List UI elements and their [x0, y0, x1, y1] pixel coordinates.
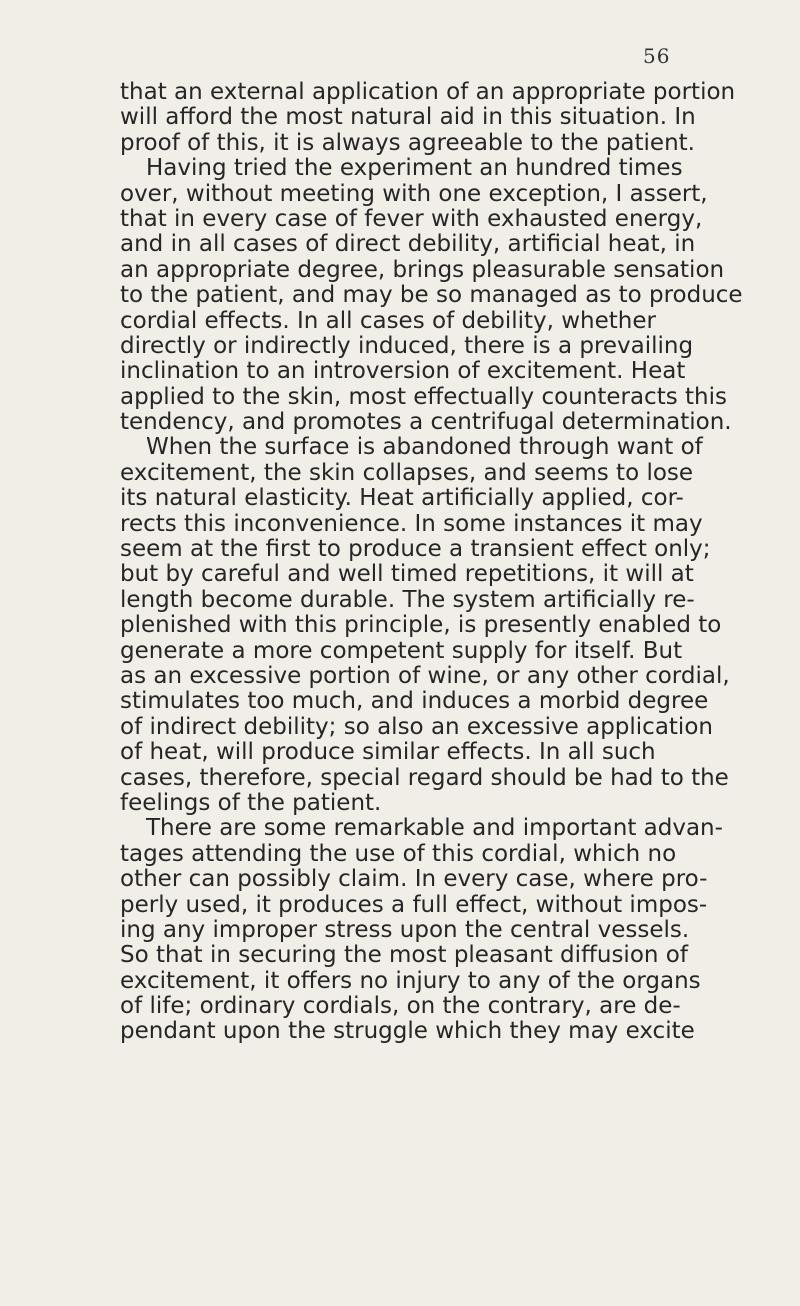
text-line: but by careful and well timed repetitions, it will at [120, 562, 694, 588]
text-line: of life; ordinary cordials, on the contrary, are de- [120, 994, 681, 1020]
text-line: and in all cases of direct debility, artificial heat, in [120, 232, 696, 258]
paragraph-start-line: There are some remarkable and important advan- [146, 816, 723, 842]
text-line: to the patient, and may be so managed as to produce [120, 283, 743, 309]
text-line: tendency, and promotes a centrifugal determination. [120, 410, 732, 436]
text-line: pendant upon the struggle which they may excite [120, 1019, 695, 1045]
text-line: that an external application of an appropriate portion [120, 80, 736, 105]
paragraph-start-line: Having tried the experiment an hundred times [146, 156, 683, 182]
text-line: So that in securing the most pleasant diffusion of [120, 943, 688, 969]
page-number: 56 [643, 44, 671, 68]
text-line: feelings of the patient. [120, 790, 382, 816]
paragraph-start-line: When the surface is abandoned through want of [146, 435, 703, 461]
text-line: will afford the most natural aid in this situation. In [120, 105, 696, 131]
text-line: other can possibly claim. In every case, where pro- [120, 867, 708, 893]
text-line: cordial effects. In all cases of debility, whether [120, 308, 656, 334]
text-line: of heat, will produce similar effects. In all such [120, 740, 656, 766]
text-line: seem at the first to produce a transient effect only; [120, 537, 711, 563]
text-line: its natural elasticity. Heat artificially applied, cor- [120, 486, 684, 512]
text-line: plenished with this principle, is presently enabled to [120, 613, 722, 639]
text-line: perly used, it produces a full effect, without impos- [120, 892, 708, 918]
text-line: directly or indirectly induced, there is a prevailing [120, 333, 694, 359]
text-line: excitement, the skin collapses, and seems to lose [120, 460, 694, 486]
text-line: rects this inconvenience. In some instances it may [120, 511, 703, 537]
text-line: over, without meeting with one exception, I assert, [120, 181, 708, 207]
text-line: an appropriate degree, brings pleasurable sensation [120, 257, 725, 283]
text-line: generate a more competent supply for itself. But [120, 638, 683, 664]
text-line: inclination to an introversion of excitement. Heat [120, 359, 686, 385]
text-line: cases, therefore, special regard should be had to the [120, 765, 729, 791]
text-line: of indirect debility; so also an excessive application [120, 714, 713, 740]
text-line: applied to the skin, most effectually counteracts this [120, 384, 727, 410]
text-line: stimulates too much, and induces a morbid degree [120, 689, 709, 715]
text-line: proof of this, it is always agreeable to the patient. [120, 130, 695, 156]
text-line: as an excessive portion of wine, or any other cordial, [120, 663, 730, 689]
text-line: that in every case of fever with exhausted energy, [120, 206, 703, 232]
text-line: ing any improper stress upon the central vessels. [120, 917, 690, 943]
text-line: excitement, it offers no injury to any of the organs [120, 968, 701, 994]
text-line: tages attending the use of this cordial, which no [120, 841, 677, 867]
body-text [120, 80, 790, 1045]
text-line: length become durable. The system artificially re- [120, 587, 695, 613]
